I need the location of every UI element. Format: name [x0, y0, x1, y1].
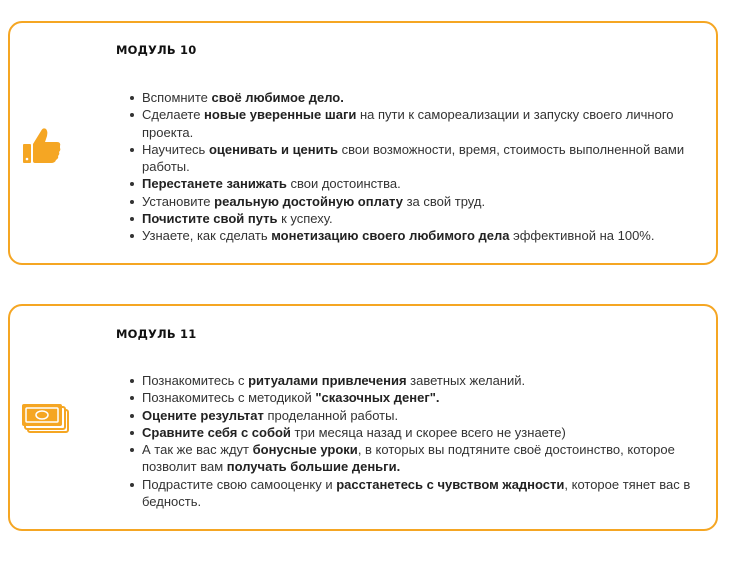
module-title: МОДУЛЬ 10: [116, 43, 197, 57]
module-bullet-list: [122, 89, 697, 245]
text: Научитесь: [142, 141, 209, 157]
text: , которое тянет вас в бедность.: [142, 476, 691, 510]
text: за свой труд.: [402, 193, 486, 209]
bold-text: Почистите свой путь: [142, 211, 278, 227]
bold-text: монетизацию своего любимого дела: [271, 228, 510, 244]
list-item: [122, 210, 697, 227]
list-item: [122, 193, 697, 210]
thumbs-up-icon: [22, 126, 62, 169]
bold-text: Перестанете занижать: [142, 176, 287, 192]
list-item: [122, 89, 697, 106]
bold-text: бонусные уроки: [252, 442, 358, 458]
list-item: [122, 441, 697, 476]
bold-text: реальную достойную оплату: [214, 193, 403, 209]
bold-text: "сказочных денег".: [315, 390, 440, 406]
list-item: [122, 175, 697, 192]
text: проделанной работы.: [263, 407, 399, 423]
text: свои достоинства.: [286, 176, 401, 192]
text: Сделаете: [142, 107, 205, 123]
bold-text: новые уверенные шаги: [204, 107, 357, 123]
text: на пути к самореализации и запуску своего личного проекта.: [142, 107, 674, 140]
list-item: [122, 424, 697, 441]
list-item: [122, 372, 697, 389]
module-card: [8, 304, 718, 531]
text: эффективной на 100%.: [509, 228, 655, 244]
text: Подрастите свою самооценку и: [142, 476, 337, 492]
text: три месяца назад и скорее всего не узнаете): [290, 424, 566, 440]
text: заветных желаний.: [406, 373, 526, 388]
bold-text: ритуалами привлечения: [248, 373, 407, 388]
bold-text: получать большие деньги.: [226, 459, 401, 475]
text: Вспомните: [142, 90, 212, 105]
text: А так же вас ждут: [142, 442, 253, 458]
list-item: [122, 389, 697, 406]
bold-text: Оцените результат: [142, 407, 264, 423]
bold-text: расстанетесь с чувством жадности: [336, 476, 565, 492]
list-item: [122, 407, 697, 424]
list-item: [122, 141, 697, 176]
module-bullet-list: [122, 372, 697, 510]
bold-text: своё любимое дело.: [211, 90, 344, 105]
module-card: [8, 21, 718, 265]
text: Узнаете, как сделать: [142, 228, 272, 244]
list-item: [122, 227, 697, 244]
text: Познакомитесь с методикой: [142, 390, 316, 406]
list-item: [122, 476, 697, 511]
text: , в которых вы подтяните своё достоинство, которое позволит вам: [142, 442, 675, 475]
bold-text: оценивать и ценить: [208, 141, 338, 157]
money-stack-icon: [22, 402, 70, 441]
text: Установите: [142, 193, 215, 209]
text: Познакомитесь с: [142, 373, 249, 388]
module-title: МОДУЛЬ 11: [116, 327, 197, 341]
text: свои возможности, время, стоимость выполненной вами работы.: [142, 141, 685, 175]
bold-text: Сравните себя с собой: [142, 424, 291, 440]
list-item: [122, 106, 697, 141]
text: к успеху.: [277, 211, 333, 227]
